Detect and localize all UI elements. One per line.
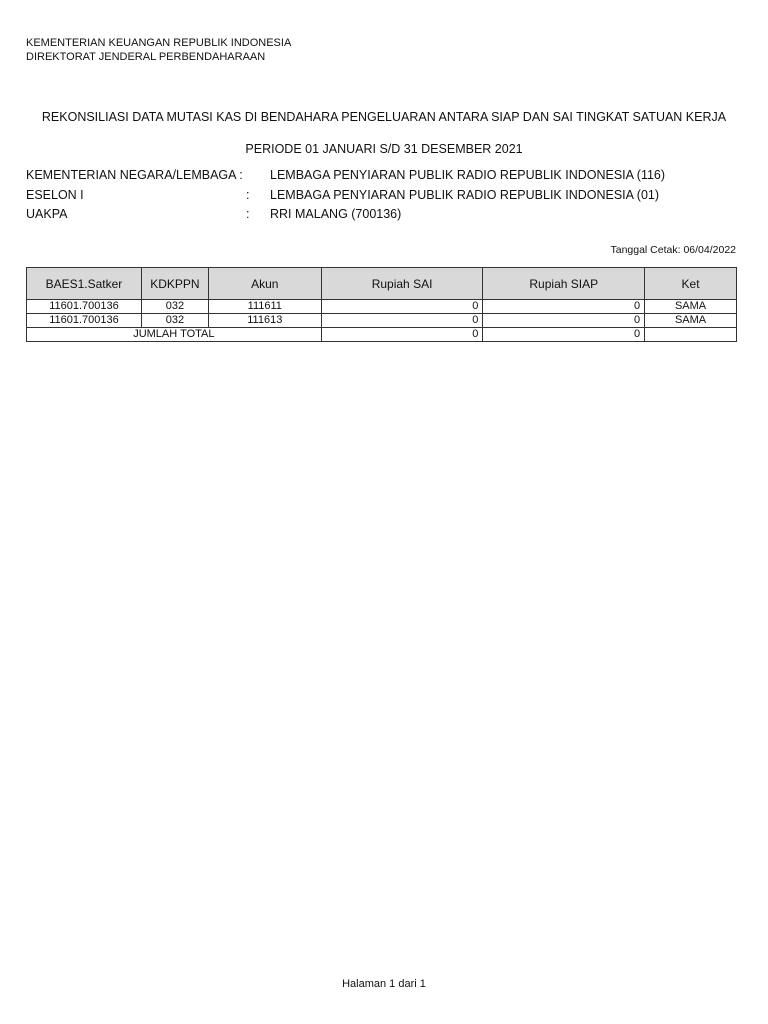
report-info [26,168,726,227]
rupiah-siap-cell: 0 [483,314,645,328]
info-row-eselon [26,188,726,208]
letterhead [26,36,291,64]
rupiah-sai-cell: 0 [321,314,483,328]
table-row [27,314,737,328]
report-period: PERIODE 01 JANUARI S/D 31 DESEMBER 2021 [245,142,523,156]
info-row-uakpa [26,207,726,227]
rupiah-sai-cell: 0 [321,300,483,314]
column-header: Rupiah SAI [321,268,483,300]
table-header-row [27,268,737,300]
total-sai: 0 [321,328,483,342]
info-colon: : [246,187,250,202]
print-date: Tanggal Cetak: 06/04/2022 [610,244,736,256]
total-siap: 0 [483,328,645,342]
report-title: REKONSILIASI DATA MUTASI KAS DI BENDAHARA PENGELUARAN ANTARA SIAP DAN SAI TINGKAT SATUAN KERJA [41,110,727,124]
column-header: BAES1.Satker [27,268,142,300]
info-label: KEMENTERIAN NEGARA/LEMBAGA : [26,168,243,182]
column-header: KDKPPN [141,268,208,300]
akun-cell: 111611 [208,300,321,314]
kdkppn-cell: 032 [141,300,208,314]
info-value: LEMBAGA PENYIARAN PUBLIK RADIO REPUBLIK INDONESIA (01) [270,187,660,202]
ministry-name: KEMENTERIAN KEUANGAN REPUBLIK INDONESIA [26,37,292,49]
reconciliation-table [26,267,737,342]
info-colon: : [246,207,250,221]
info-row-ministry [26,168,726,188]
directorate-name: DIREKTORAT JENDERAL PERBENDAHARAAN [26,51,266,63]
satker-cell: 11601.700136 [27,300,142,314]
info-value: LEMBAGA PENYIARAN PUBLIK RADIO REPUBLIK INDONESIA (116) [270,168,666,182]
page-number: Halaman 1 dari 1 [342,978,426,990]
rupiah-siap-cell: 0 [483,300,645,314]
total-label: JUMLAH TOTAL [27,328,322,342]
akun-cell: 111613 [208,314,321,328]
satker-cell: 11601.700136 [27,314,142,328]
column-header: Ket [645,268,737,300]
column-header: Rupiah SIAP [483,268,645,300]
column-header: Akun [208,268,321,300]
total-ket [645,328,737,342]
ket-cell: SAMA [645,300,737,314]
ket-cell: SAMA [645,314,737,328]
info-value: RRI MALANG (700136) [270,207,402,221]
info-label: ESELON I [26,187,84,202]
info-label: UAKPA [26,207,68,221]
total-row [27,328,737,342]
table-row [27,300,737,314]
kdkppn-cell: 032 [141,314,208,328]
